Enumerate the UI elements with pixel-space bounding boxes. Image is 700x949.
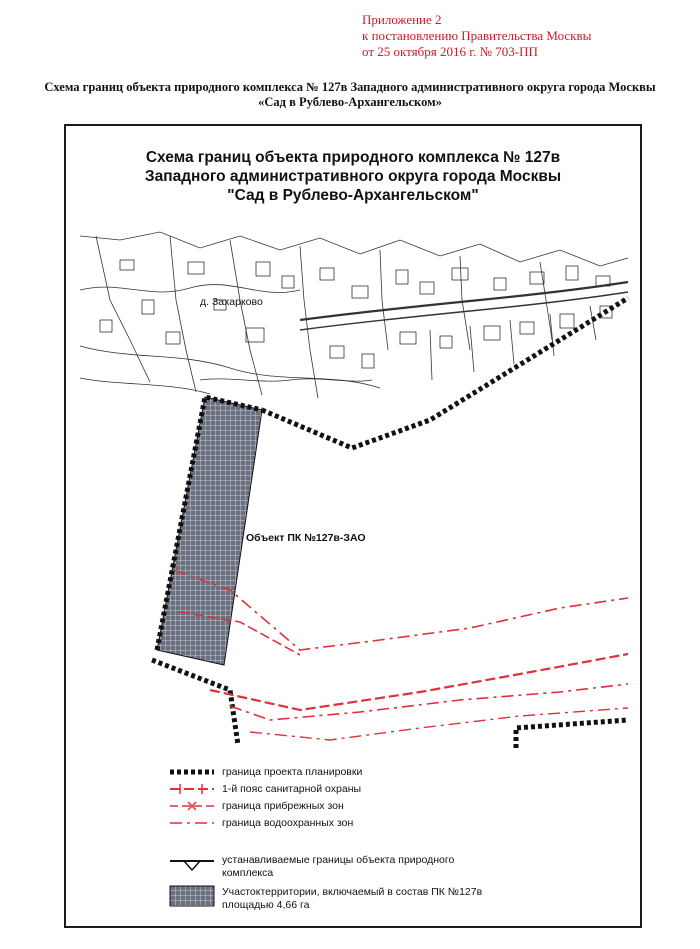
water-protection-zone-line-lower xyxy=(250,708,628,740)
legend-included-area-line-2: площадью 4,66 га xyxy=(222,899,310,911)
map-title-line-1: Схема границ объекта природного комплекса № 127в xyxy=(145,149,561,166)
cadastral-background xyxy=(80,232,628,398)
legend-item-sanitary-zone: 1-й пояс санитарной охраны xyxy=(222,783,362,795)
object-label: Объект ПК №127в-ЗАО xyxy=(246,532,366,544)
appendix-line-1: Приложение 2 xyxy=(362,12,442,27)
included-territory-area xyxy=(157,397,262,665)
planning-project-boundary-south xyxy=(152,660,238,745)
legend-included-area-line-1: Участоктерритории, включаемый в состав ПК №127в xyxy=(222,886,483,898)
map-title-line-3: "Сад в Рублево-Архангельском" xyxy=(227,187,479,204)
document-title-line-1: Схема границ объекта природного комплекса № 127в Западного административного округа города Москвы xyxy=(44,80,656,94)
sanitary-zone-line xyxy=(210,654,628,710)
legend-object-boundary-line-2: комплекса xyxy=(222,867,274,879)
appendix-line-3: от 25 октября 2016 г. № 703-ПП xyxy=(362,44,538,59)
sanitary-zone-line-lower xyxy=(230,684,628,720)
water-protection-zone-line xyxy=(174,570,628,650)
legend-item-coastal-zone: граница прибрежных зон xyxy=(222,800,344,812)
map-title-line-2: Западного административного округа города Москвы xyxy=(144,168,562,185)
legend-item-object-boundary xyxy=(222,854,454,880)
village-label: д. Захарково xyxy=(200,296,263,308)
document-title-line-2: «Сад в Рублево-Архангельском» xyxy=(258,95,442,109)
planning-project-boundary-east xyxy=(516,720,628,748)
legend-item-planning-boundary: граница проекта планировки xyxy=(222,766,363,778)
red-zone-lines xyxy=(174,570,628,740)
planning-project-boundary-north xyxy=(262,298,628,448)
legend-object-boundary-line-1: устанавливаемые границы объекта природного xyxy=(222,854,455,866)
map-title xyxy=(64,148,642,205)
hatched-area-icon xyxy=(170,886,214,906)
legend-item-included-area xyxy=(222,886,482,912)
legend-item-water-protection-zone: граница водоохранных зон xyxy=(222,817,354,829)
legend-symbols xyxy=(170,772,214,906)
appendix-line-2: к постановлению Правительства Москвы xyxy=(362,28,592,43)
